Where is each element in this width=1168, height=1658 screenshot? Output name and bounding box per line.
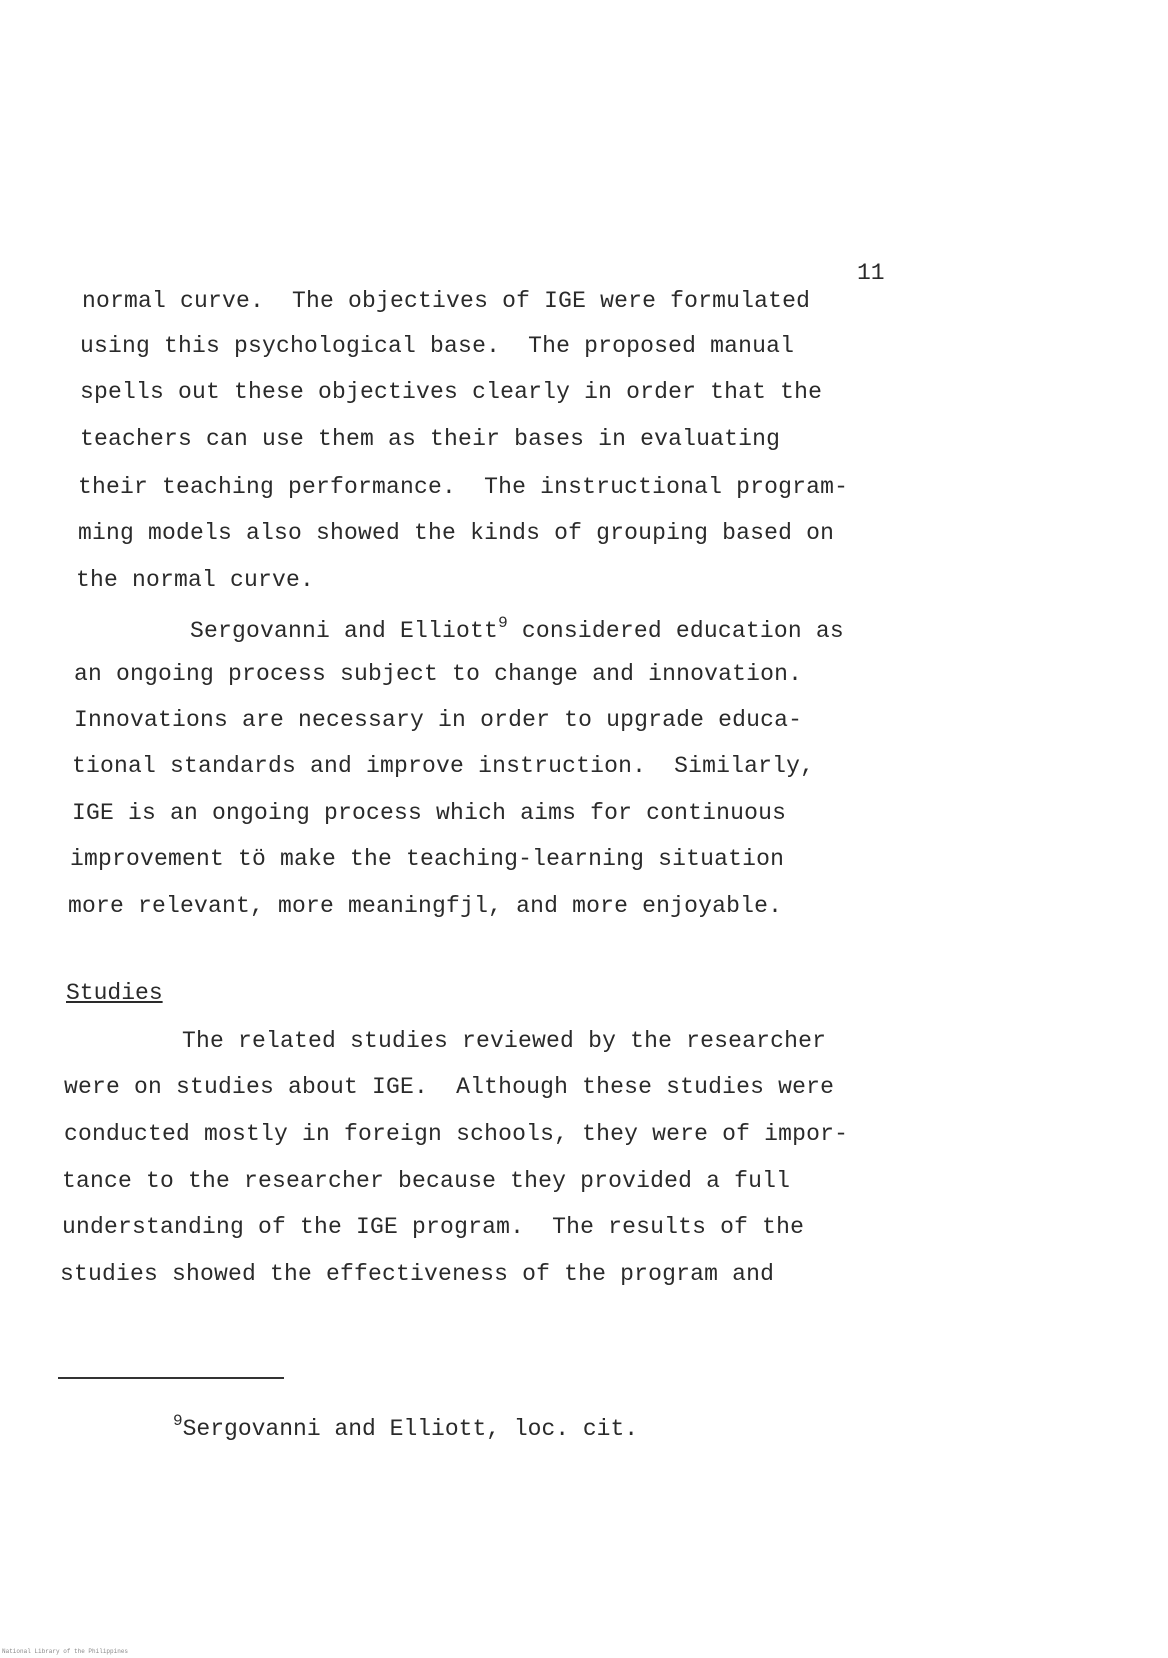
footnote-reference: 9 — [498, 614, 508, 632]
text-line: understanding of the IGE program. The results of the — [62, 1214, 805, 1240]
text-line: tional standards and improve instruction. Similarly, — [72, 753, 815, 779]
text-line: more relevant, more meaningfjl, and more enjoyable. — [68, 893, 783, 919]
text-line: IGE is an ongoing process which aims for continuous — [72, 800, 787, 826]
footnote — [173, 1412, 638, 1442]
text-line: the normal curve. — [76, 567, 315, 593]
text-line: an ongoing process subject to change and innovation. — [74, 661, 803, 687]
text-line: their teaching performance. The instructional program- — [78, 474, 849, 500]
footnote-text: Sergovanni and Elliott, loc. cit. — [182, 1416, 639, 1442]
text-line: improvement tö make the teaching-learning situation — [70, 846, 785, 872]
text-line: The related studies reviewed by the researcher — [182, 1028, 827, 1054]
text-fragment: considered education as — [507, 618, 844, 644]
page-number: 11 — [857, 260, 885, 286]
text-line: ming models also showed the kinds of grouping based on — [78, 520, 835, 546]
text-line: were on studies about IGE. Although these studies were — [64, 1074, 835, 1100]
text-line: Innovations are necessary in order to upgrade educa- — [74, 707, 803, 733]
text-line: conducted mostly in foreign schools, they were of impor- — [64, 1121, 849, 1147]
text-line: teachers can use them as their bases in evaluating — [80, 426, 781, 452]
scan-credit: National Library of the Philippines — [2, 1648, 129, 1655]
text-fragment: Sergovanni and Elliott — [190, 618, 499, 644]
section-heading: Studies — [66, 980, 163, 1006]
footnote-divider — [58, 1377, 284, 1379]
footnote-marker: 9 — [173, 1412, 183, 1430]
text-line: normal curve. The objectives of IGE were formulated — [82, 288, 811, 314]
text-line: studies showed the effectiveness of the program and — [60, 1261, 775, 1287]
text-line — [190, 614, 844, 644]
text-line: using this psychological base. The proposed manual — [80, 333, 795, 359]
text-line: tance to the researcher because they provided a full — [62, 1168, 791, 1194]
text-line: spells out these objectives clearly in order that the — [80, 379, 823, 405]
